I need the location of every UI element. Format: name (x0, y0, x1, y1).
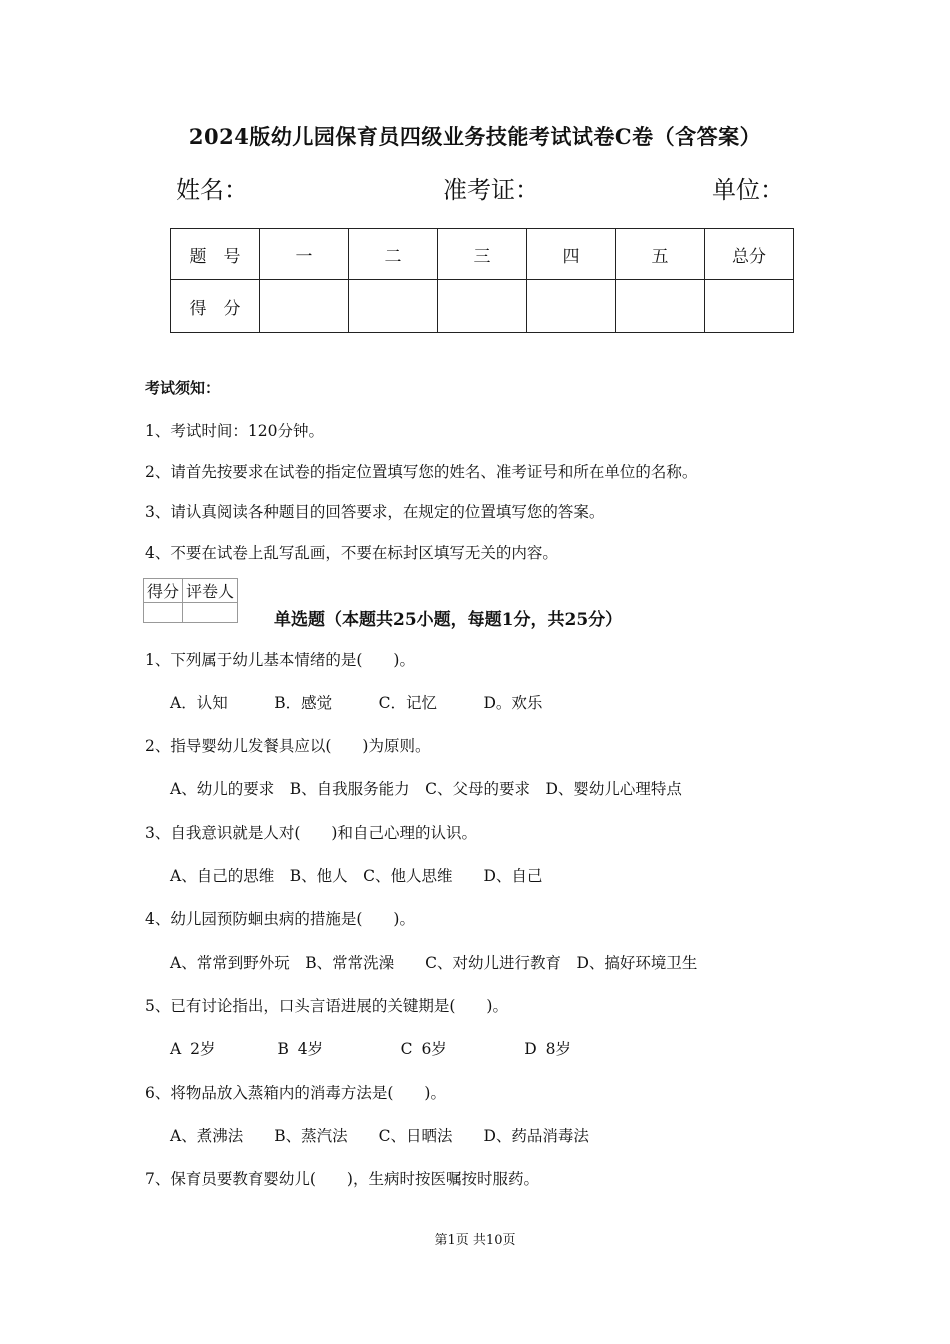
question-text: 4、幼儿园预防蛔虫病的措施是( )。 (145, 910, 415, 928)
question-options: A、常常到野外玩 B、常常洗澡 C、对幼儿进行教育 D、搞好环境卫生 (170, 954, 698, 972)
question-options: A、自己的思维 B、他人 C、他人思维 D、自己 (170, 867, 543, 885)
score-cell (438, 280, 527, 333)
question-text: 7、保育员要教育婴幼儿( )，生病时按医嘱按时服药。 (145, 1170, 539, 1188)
notice-item: 2、请首先按要求在试卷的指定位置填写您的姓名、准考证号和所在单位的名称。 (145, 463, 698, 481)
question-options: A．认知 B．感觉 C．记忆 D。欢乐 (170, 694, 543, 712)
header-cell: 一 (260, 229, 349, 280)
exam-id-label: 准考证： (443, 176, 539, 204)
grader-name-label: 评卷人 (183, 579, 238, 603)
score-cell (616, 280, 705, 333)
question-text: 5、已有讨论指出，口头言语进展的关键期是( )。 (145, 997, 508, 1015)
grader-name-cell (183, 603, 238, 623)
header-cell: 四 (527, 229, 616, 280)
score-cell (527, 280, 616, 333)
question-text: 1、下列属于幼儿基本情绪的是( )。 (145, 651, 415, 669)
question-text: 6、将物品放入蒸箱内的消毒方法是( )。 (145, 1084, 446, 1102)
header-cell: 二 (349, 229, 438, 280)
notice-heading: 考试须知： (145, 379, 221, 397)
notice-item: 3、请认真阅读各种题目的回答要求，在规定的位置填写您的答案。 (145, 503, 605, 521)
score-table (170, 228, 794, 333)
score-row-label: 得 分 (171, 280, 260, 333)
question-options: A 2岁 B 4岁 C 6岁 D 8岁 (170, 1040, 572, 1058)
header-cell: 五 (616, 229, 705, 280)
question-options: A、煮沸法 B、蒸汽法 C、日晒法 D、药品消毒法 (170, 1127, 589, 1145)
page-footer: 第1页 共10页 (434, 1233, 516, 1248)
grader-score-cell (144, 603, 183, 623)
name-label: 姓名： (176, 176, 248, 204)
question-text: 3、自我意识就是人对( )和自己心理的认识。 (145, 824, 477, 842)
grader-score-label: 得分 (144, 579, 183, 603)
score-cell (260, 280, 349, 333)
notice-item: 4、不要在试卷上乱写乱画，不要在标封区填写无关的内容。 (145, 544, 558, 562)
header-cell: 总分 (705, 229, 794, 280)
score-table-header-row (171, 229, 794, 280)
score-cell (349, 280, 438, 333)
score-cell (705, 280, 794, 333)
score-table-score-row (171, 280, 794, 333)
header-cell: 三 (438, 229, 527, 280)
question-options: A、幼儿的要求 B、自我服务能力 C、父母的要求 D、婴幼儿心理特点 (170, 780, 682, 798)
question-text: 2、指导婴幼儿发餐具应以( )为原则。 (145, 737, 431, 755)
exam-title: 2024版幼儿园保育员四级业务技能考试试卷C卷（含答案） (188, 124, 762, 149)
header-cell: 题 号 (171, 229, 260, 280)
grader-box (143, 578, 238, 623)
unit-label: 单位： (712, 176, 784, 204)
section-title: 单选题（本题共25小题，每题1分，共25分） (274, 610, 623, 630)
notice-item: 1、考试时间：120分钟。 (145, 422, 324, 440)
